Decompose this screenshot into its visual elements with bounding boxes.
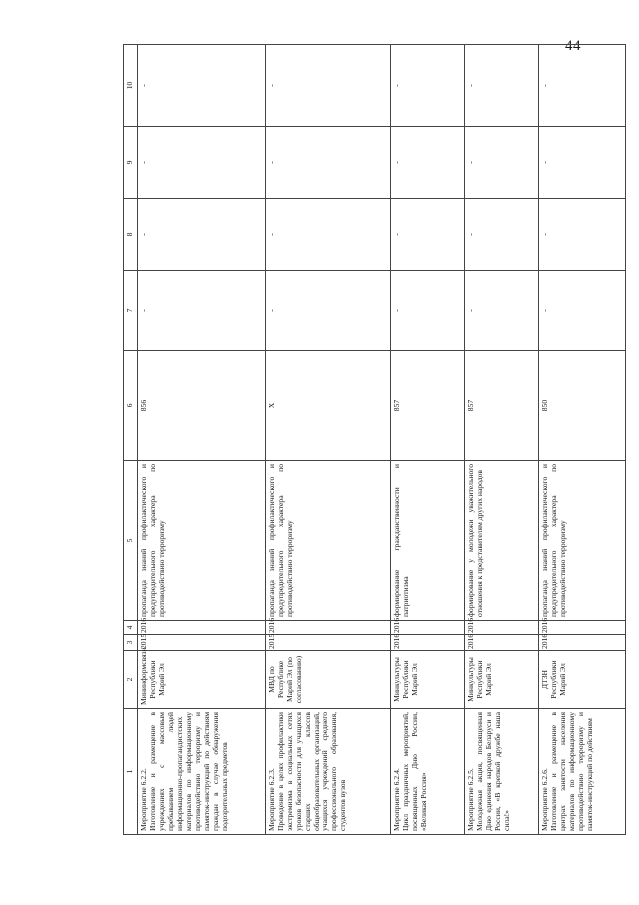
cell-year-end: 2016 [138,621,266,635]
activity-title: Мероприятие 6.2.4. [391,768,401,831]
cell-c7: - [138,271,266,351]
activity-title: Мероприятие 6.2.5. [466,768,476,831]
cell-c9: - [465,127,539,199]
column-header: 1 [124,709,138,835]
cell-result: пропаганда знаний профилактического и предупредительного характера по противодействию терроризму [138,461,266,621]
cell-executor: Мининформсвязи Республики Марий Эл [138,651,266,709]
activity-description: Проведение в целях профилактики экстремизма в социальных сетях уроков безопасности для учащихся старших классов общеобразовательных организаций, учащихся учреждений среднего профессионального образования, студентов вузов [275,712,348,831]
activity-description: Изготовление и размещение в учреждениях с массовым пребыванием людей информационно-пропагандистских материалов по информационному противодействию терроризму и памяток-инструкций по действиям граждан в случае обнаружения подозрительных предметов [147,712,229,831]
cell-c8: - [539,199,626,271]
rotated-table-container [123,45,626,835]
cell-c8: - [138,199,266,271]
cell-year-start: 2016 [539,635,626,651]
activity-description: Молодежная акция, посвященная Дню единения народов Беларуси и России, «В крепкой дружбе наша сила!» [474,712,511,831]
page-number: 44 [565,38,581,54]
table-header-row [124,45,138,835]
column-header: 7 [124,271,138,351]
cell-year-start: 2016 [390,635,464,651]
column-header: 2 [124,651,138,709]
activity-title: Мероприятие 6.2.3. [266,768,276,831]
cell-year-end: 2016 [390,621,464,635]
cell-code: 850 [539,351,626,461]
cell-c10: - [539,45,626,127]
activity-title: Мероприятие 6.2.6. [540,768,550,831]
column-header: 9 [124,127,138,199]
column-header: 8 [124,199,138,271]
column-header: 3 [124,635,138,651]
cell-c10: - [138,45,266,127]
cell-code: 857 [465,351,539,461]
cell-year-start: 2015 [138,635,266,651]
cell-c8: - [265,199,390,271]
cell-executor: Минкультуры Республики Марий Эл [465,651,539,709]
cell-c10: - [465,45,539,127]
activity-cell [138,709,266,835]
cell-c8: - [465,199,539,271]
column-header: 5 [124,461,138,621]
cell-result: формирование у молодежи уважительного отношения к представителям других народов [465,461,539,621]
cell-c10: - [265,45,390,127]
activity-cell [265,709,390,835]
cell-c7: - [465,271,539,351]
cell-executor: Минкультуры Республики Марий Эл [390,651,464,709]
cell-c9: - [539,127,626,199]
activity-cell [390,709,464,835]
cell-executor: МВД по Республике Марий Эл (по согласованию) [265,651,390,709]
cell-result: пропаганда знаний профилактического и предупредительного характера по противодействию терроризму [265,461,390,621]
cell-code: 856 [138,351,266,461]
activity-description: Изготовление и размещение в центрах занятости населения материалов по информационному противодействию терроризму и памяток-инструкций по действиям [549,712,594,831]
column-header: 4 [124,621,138,635]
cell-year-start: 2015 [265,635,390,651]
cell-executor: ДТЗН Республики Марий Эл [539,651,626,709]
cell-year-end: 2016 [539,621,626,635]
table-row [390,45,464,835]
table-row [465,45,539,835]
cell-year-end: 2016 [265,621,390,635]
cell-code: X [265,351,390,461]
cell-result: формирование гражданственности и патриотизма [390,461,464,621]
activity-cell [539,709,626,835]
column-header: 10 [124,45,138,127]
table-row [138,45,266,835]
cell-c9: - [265,127,390,199]
column-header: 6 [124,351,138,461]
cell-c9: - [138,127,266,199]
cell-c7: - [265,271,390,351]
cell-year-start: 2016 [465,635,539,651]
table-row [539,45,626,835]
activity-title: Мероприятие 6.2.2. [139,768,148,831]
cell-c8: - [390,199,464,271]
table-row [265,45,390,835]
table-body [138,45,626,835]
cell-code: 857 [390,351,464,461]
cell-result: пропаганда знаний профилактического и предупредительного характера по противодействию терроризму [539,461,626,621]
program-activities-table [123,44,626,835]
cell-c9: - [390,127,464,199]
activity-cell [465,709,539,835]
cell-year-end: 2016 [465,621,539,635]
cell-c10: - [390,45,464,127]
cell-c7: - [390,271,464,351]
cell-c7: - [539,271,626,351]
activity-description: Цикл праздничных мероприятий, посвященных Дню России, «Великая Россия» [400,712,428,831]
